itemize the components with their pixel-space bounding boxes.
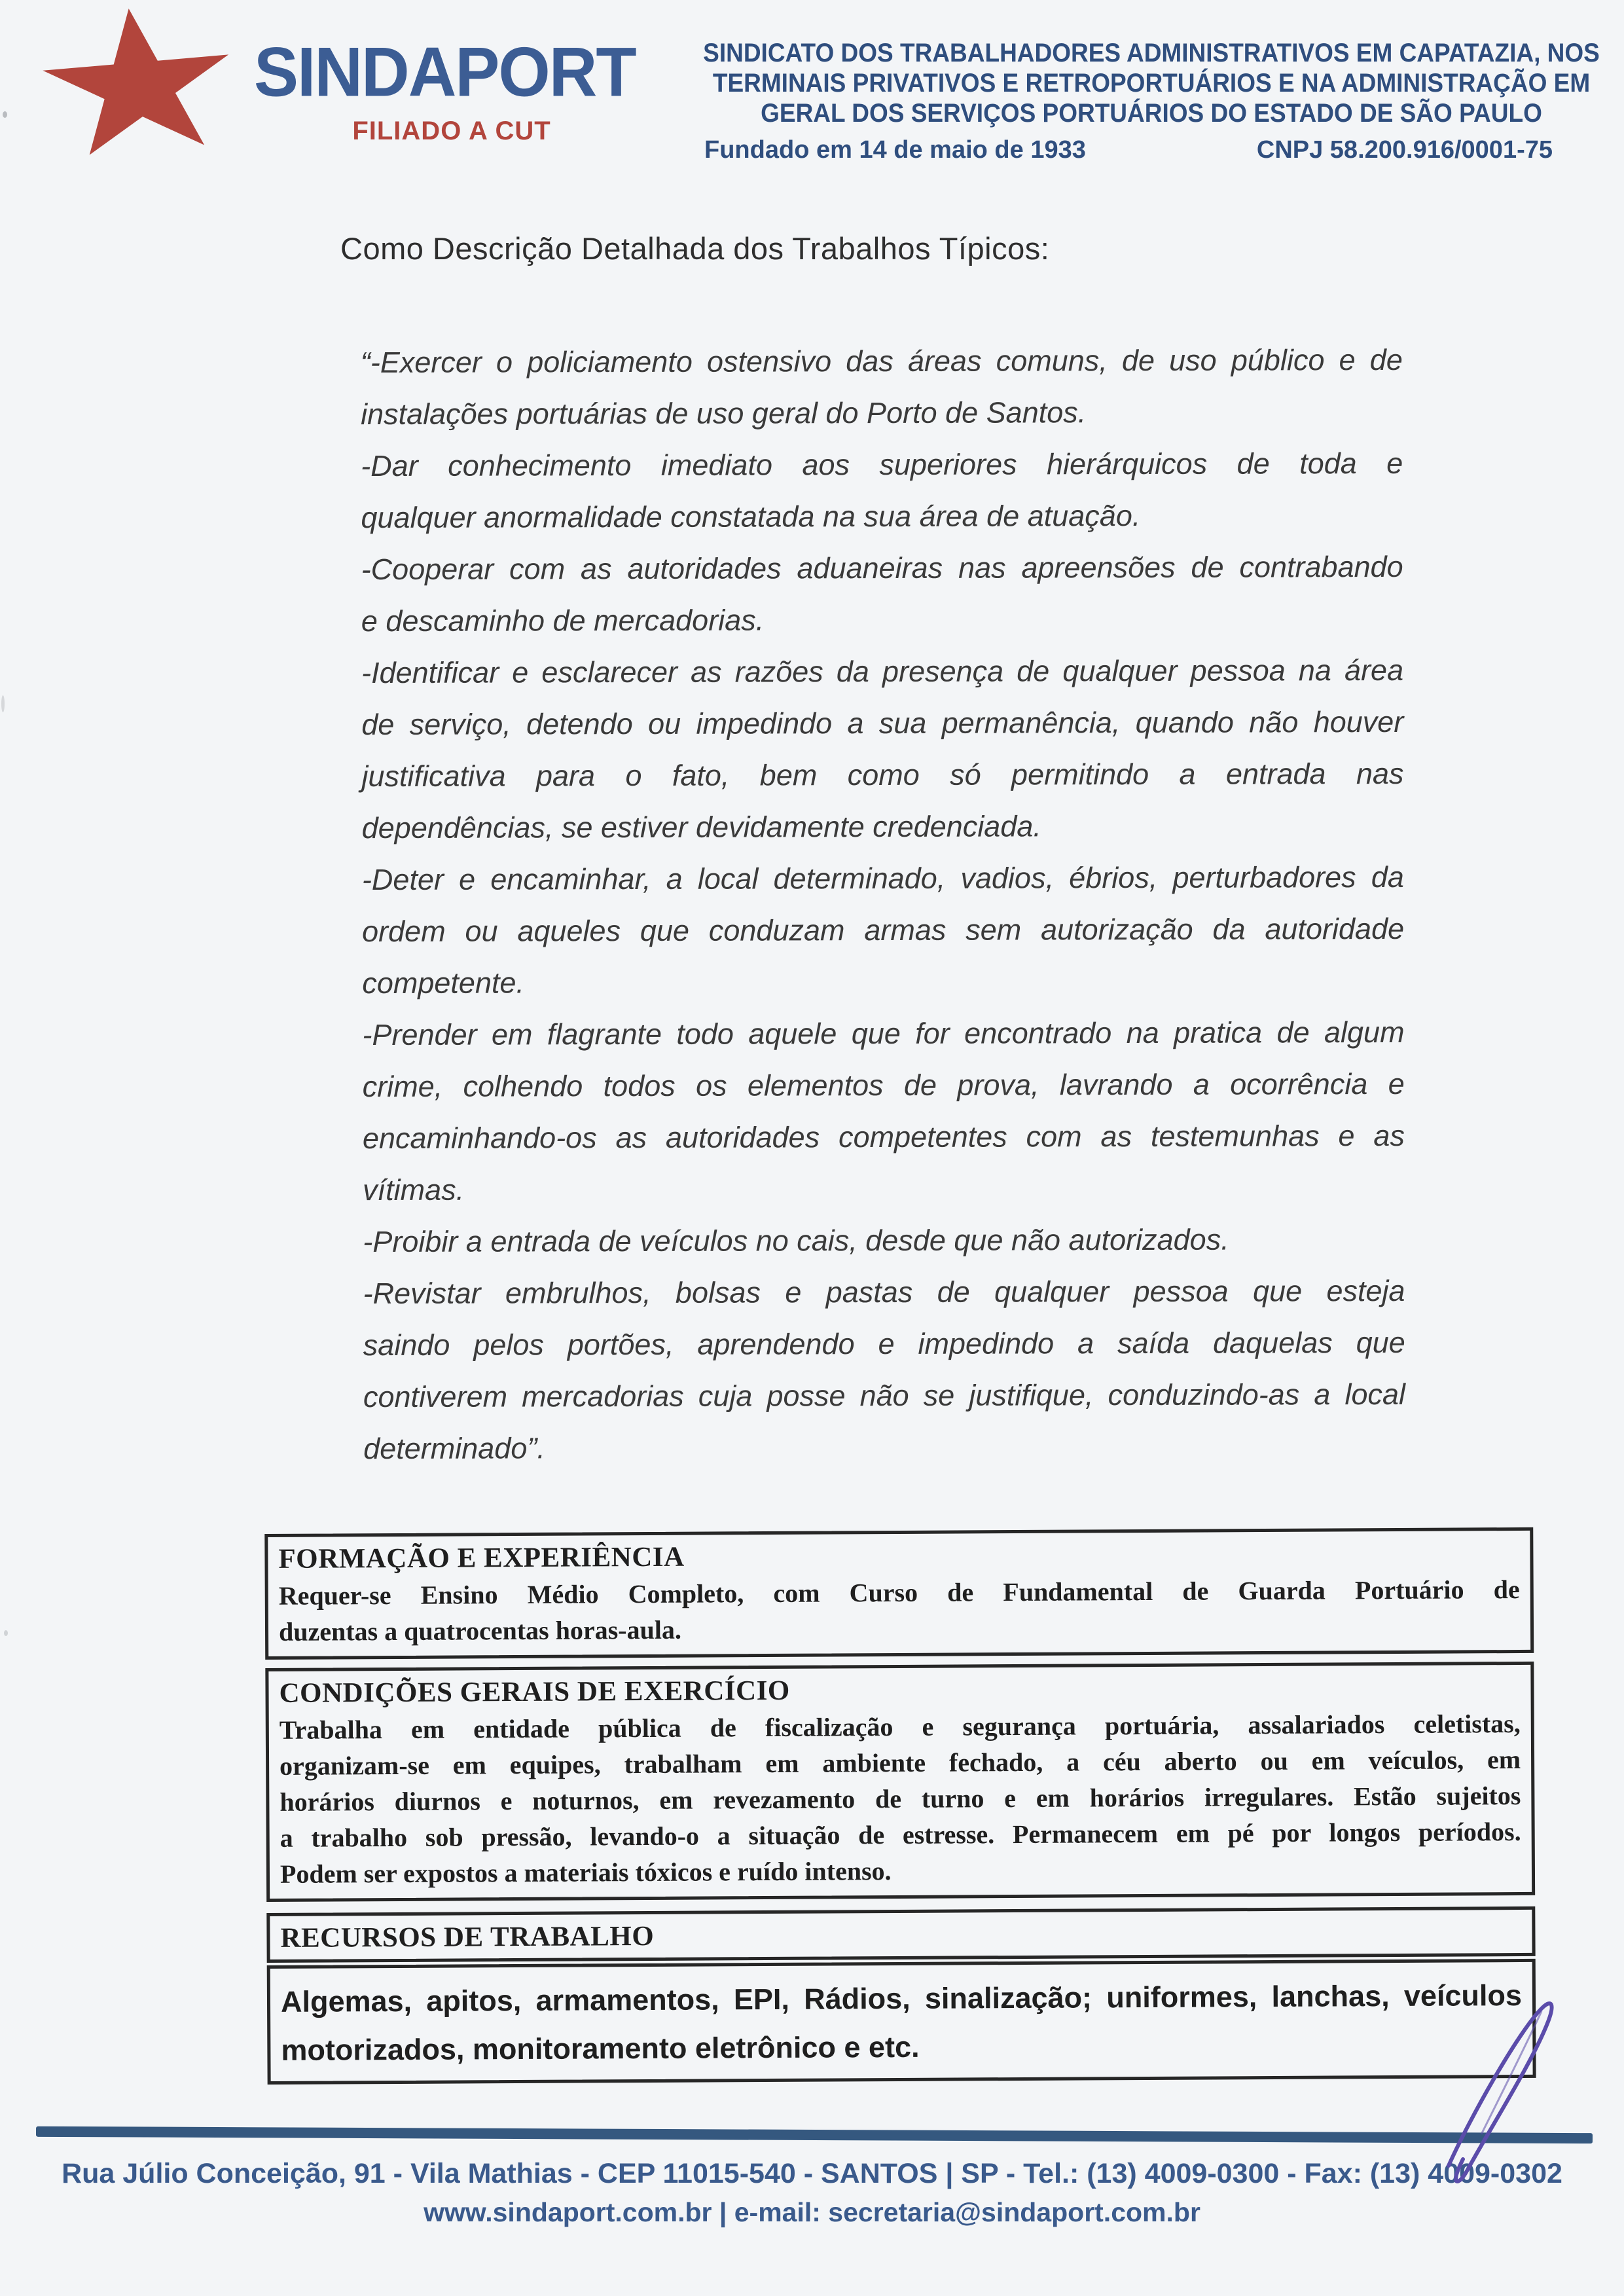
- section-recursos-content: [267, 1959, 1536, 2085]
- scan-speck: [3, 111, 7, 118]
- cnpj-number: CNPJ 58.200.916/0001-75: [1256, 136, 1553, 164]
- text-line: Requer-se Ensino Médio Completo, com Curso de Fundamental de Guarda Portuário de: [278, 1575, 1520, 1611]
- text-line: -Dar conhecimento imediato aos superiores hierárquicos de toda e: [361, 446, 1403, 483]
- text-line: -Cooperar com as autoridades aduaneiras nas apreensões de contrabando: [361, 549, 1403, 587]
- text-line: crime, colhendo todos os elementos de prova, lavrando a ocorrência e: [362, 1066, 1405, 1104]
- page-title: Como Descrição Detalhada dos Trabalhos Típicos:: [340, 231, 1050, 266]
- text-line: -Revistar embrulhos, bolsas e pastas de qualquer pessoa que esteja: [363, 1273, 1405, 1311]
- footer-contacts: www.sindaport.com.br | e-mail: secretaria@sindaport.com.br: [424, 2197, 1200, 2227]
- footer-address: Rua Júlio Conceição, 91 - Vila Mathias - CEP 11015-540 - SANTOS | SP - Tel.: (13) 4009-0300 - Fax: (13) 4009-0302: [62, 2158, 1562, 2189]
- text-line: motorizados, monitoramento eletrônico e etc.: [281, 2030, 920, 2067]
- brand-logo-text: SINDAPORT: [254, 33, 636, 111]
- text-line: competente.: [362, 966, 525, 1000]
- text-line: qualquer anormalidade constatada na sua área de atuação.: [361, 498, 1141, 535]
- scan-speck: [1, 695, 5, 712]
- text-line: dependências, se estiver devidamente credenciada.: [361, 809, 1041, 845]
- text-line: encaminhando-os as autoridades competentes com as testemunhas e as: [362, 1118, 1405, 1156]
- section-recursos-title: [266, 1906, 1535, 1963]
- union-star-icon: [41, 7, 237, 167]
- section-title: CONDIÇÕES GERAIS DE EXERCÍCIO: [279, 1675, 790, 1709]
- text-line: saindo pelos portões, aprendendo e impedindo a saída daquelas que: [363, 1325, 1405, 1362]
- text-line: Podem ser expostos a materiais tóxicos e ruído intenso.: [280, 1856, 892, 1889]
- organization-header: [693, 38, 1610, 164]
- section-condicoes-gerais: [265, 1662, 1535, 1902]
- text-line: a trabalho sob pressão, levando-o a situação de estresse. Permanecem em pé por longos períodos.: [280, 1816, 1521, 1853]
- text-line: -Deter e encaminhar, a local determinado, vadios, ébrios, perturbadores da: [361, 860, 1404, 897]
- scan-speck: [4, 1630, 8, 1636]
- text-line: horários diurnos e noturnos, em revezamento de turno e em horários irregulares. Estão sujeitos: [280, 1780, 1521, 1817]
- text-line: duzentas a quatrocentas horas-aula.: [278, 1614, 682, 1647]
- org-name-line: SINDICATO DOS TRABALHADORES ADMINISTRATIVOS EM CAPATAZIA, NOS: [703, 38, 1600, 67]
- section-title: FORMAÇÃO E EXPERIÊNCIA: [278, 1541, 685, 1575]
- job-description-body: [361, 334, 1406, 1474]
- text-line: contiverem mercadorias cuja posse não se justifique, conduzindo-as a local: [363, 1377, 1406, 1414]
- founded-date: Fundado em 14 de maio de 1933: [704, 136, 1086, 164]
- text-line: vítimas.: [363, 1173, 465, 1207]
- text-line: ordem ou aqueles que conduzam armas sem autorização da autoridade: [362, 911, 1405, 949]
- text-line: “-Exercer o policiamento ostensivo das áreas comuns, de uso público e de: [360, 342, 1403, 380]
- org-name-line: GERAL DOS SERVIÇOS PORTUÁRIOS DO ESTADO DE SÃO PAULO: [761, 98, 1542, 128]
- text-line: -Prender em flagrante todo aquele que for encontrado na pratica de algum: [362, 1015, 1405, 1052]
- affiliation-label: FILIADO A CUT: [352, 117, 551, 145]
- section-title: RECURSOS DE TRABALHO: [280, 1920, 655, 1954]
- text-line: Trabalha em entidade pública de fiscalização e segurança portuária, assalariados celetistas,: [279, 1709, 1521, 1745]
- text-line: e descaminho de mercadorias.: [361, 603, 765, 638]
- text-line: -Identificar e esclarecer as razões da presença de qualquer pessoa na área: [361, 653, 1404, 690]
- text-line: instalações portuárias de uso geral do Porto de Santos.: [360, 395, 1087, 431]
- text-line: organizam-se em equipes, trabalham em ambiente fechado, a céu aberto ou em veículos, em: [279, 1744, 1521, 1781]
- text-line: justificativa para o fato, bem como só permitindo a entrada nas: [361, 756, 1404, 793]
- org-name-line: TERMINAIS PRIVATIVOS E RETROPORTUÁRIOS E NA ADMINISTRAÇÃO EM: [712, 68, 1591, 98]
- text-line: Algemas, apitos, armamentos, EPI, Rádios, sinalização; uniformes, lanchas, veículos: [280, 1978, 1523, 2018]
- signature-mark: [1430, 1994, 1568, 2191]
- text-line: de serviço, detendo ou impedindo a sua permanência, quando não houver: [361, 704, 1404, 742]
- section-formacao-e-experiencia: [264, 1527, 1534, 1660]
- footer-divider: [36, 2126, 1593, 2143]
- text-line: -Proibir a entrada de veículos no cais, desde que não autorizados.: [363, 1222, 1229, 1259]
- text-line: determinado”.: [363, 1431, 545, 1466]
